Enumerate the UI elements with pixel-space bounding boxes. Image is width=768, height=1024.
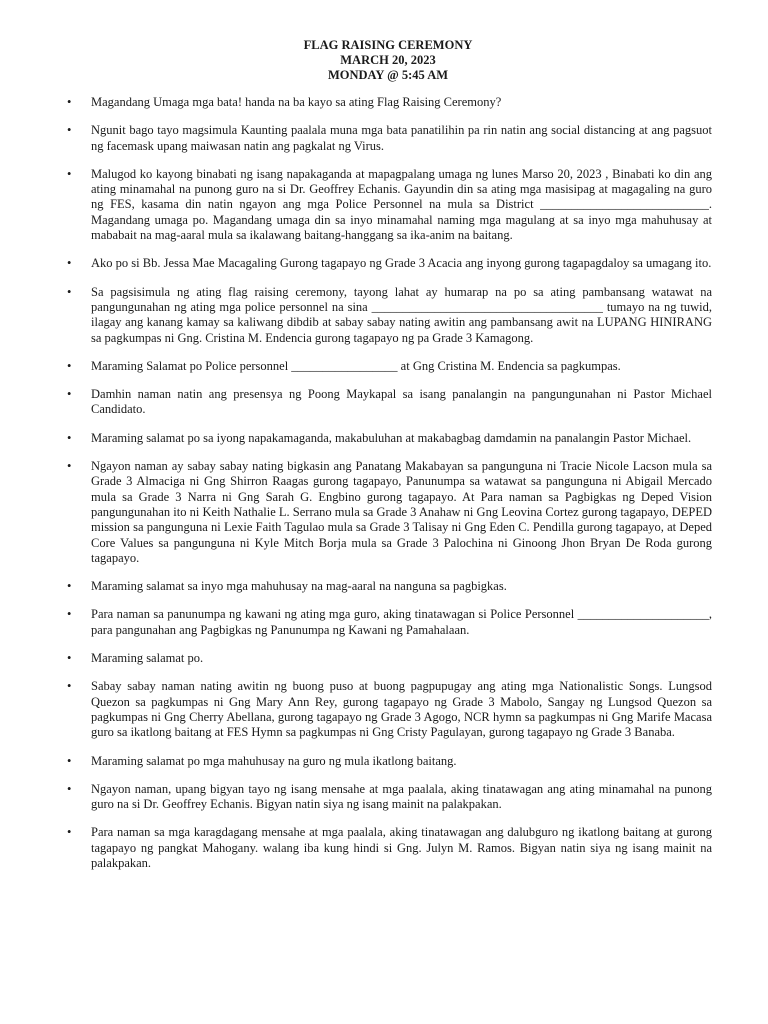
list-item <box>64 579 712 594</box>
list-item-text: Para naman sa panunumpa ng kawani ng ating mga guro, aking tinatawagan si Police Personnel _____________________, para pangunahan ang Pagbigkas ng Panunumpa ng Kawani ng Pamahalaan. <box>91 607 712 637</box>
bullet-icon: • <box>67 358 72 373</box>
list-item <box>64 754 712 769</box>
bullet-icon: • <box>67 459 72 474</box>
list-item-text: Ako po si Bb. Jessa Mae Macagaling Gurong tagapayo ng Grade 3 Acacia ang inyong gurong tagapagdaloy sa umagang ito. <box>91 256 712 271</box>
list-item <box>64 256 712 271</box>
list-item <box>64 387 712 418</box>
list-item-text: Maraming salamat sa inyo mga mahuhusay na mag-aaral na nanguna sa pagbigkas. <box>91 579 507 594</box>
bullet-icon: • <box>67 679 72 694</box>
list-item-text: Sabay sabay naman nating awitin ng buong puso at buong pagpupugay ang ating mga Nationalistic Songs. Lungsod Quezon sa pagkumpas ni Gng Mary Ann Rey, gurong tagapayo ng Grade 3 Mabolo, Sangay ng Lungsod Quezon sa pagkumpas ni Gng Cherry Abellana, gurong tagapayo ng Grade 3 Agogo, NCR hymn sa pagkumpas ni Gng Marife Macasa guro sa ikatlong baitang at FES Hymn sa pagkumpas ni Gng Cristy Pagulayan, gurong tagapayo ng Grade 3 Banaba. <box>91 679 712 740</box>
list-item-text: Sa pagsisimula ng ating flag raising ceremony, tayong lahat ay humarap na po sa ating pambansang watawat na pangungunahan ng ating mga police personnel na sina _____________________________________ tumayo na ng tuwid, ilagay ang kanang kamay sa kaliwang dibdib at sabay sabay nating awitin ang pambansang awit na LUPANG HINIRANG sa pagkumpas ni Gng. Cristina M. Endencia gurong tagapayo ng pa Grade 3 Kamagong. <box>91 284 712 345</box>
list-item <box>64 431 712 446</box>
bullet-icon: • <box>67 123 72 138</box>
bullet-icon: • <box>67 781 72 796</box>
list-item <box>64 95 712 110</box>
bullet-icon: • <box>67 256 72 271</box>
list-item-text: Maraming salamat po mga mahuhusay na guro ng mula ikatlong baitang. <box>91 753 457 768</box>
list-item <box>64 167 712 243</box>
header-title: FLAG RAISING CEREMONY <box>303 38 473 52</box>
bullet-icon: • <box>67 387 72 402</box>
header-time: MONDAY @ 5:45 AM <box>327 68 449 82</box>
list-item-text: Maraming Salamat po Police personnel _________________ at Gng Cristina M. Endencia sa pagkumpas. <box>91 358 621 373</box>
list-item <box>64 607 712 638</box>
bullet-icon: • <box>67 166 72 181</box>
document-header <box>64 38 712 83</box>
list-item-text: Para naman sa mga karagdagang mensahe at mga paalala, aking tinatawagan ang dalubguro ng ikatlong baitang at gurong tagapayo ng pangkat Mahogany. walang iba kung hindi si Gng. Julyn M. Ramos. Bigyan natin siya ng isang mainit na palakpakan. <box>91 825 712 870</box>
list-item <box>64 285 712 346</box>
list-item-text: Malugod ko kayong binabati ng isang napakaganda at mapagpalang umaga ng lunes Marso 20, 2023 , Binabati ko din ang ating minamahal na punong guro na si Dr. Geoffrey Echanis. Gayundin din sa ating mga masisipag at magagaling na guro ng FES, kasama din natin ngayon ang mga Police Personnel na mula sa District ___________________________. Magandang umaga po. Magandang umaga din sa inyo minamahal naming mga magulang at sa inyo mga mahuhusay at mababait na mag-aaral mula sa ikalawang baitang-hanggang sa ika-anim na baitang. <box>91 166 712 243</box>
list-item <box>64 123 712 154</box>
list-item-text: Damhin naman natin ang presensya ng Poong Maykapal sa isang panalangin na pangungunahan ni Pastor Michael Candidato. <box>91 387 712 417</box>
bullet-icon: • <box>67 607 72 622</box>
header-date: MARCH 20, 2023 <box>340 53 436 67</box>
list-item <box>64 359 712 374</box>
list-item-text: Ngayon naman, upang bigyan tayo ng isang mensahe at mga paalala, aking tinatawagan ang ating minamahal na punong guro na si Dr. Geoffrey Echanis. Bigyan natin siya ng isang mainit na palakpakan. <box>91 781 712 812</box>
bullet-icon: • <box>67 95 72 109</box>
list-item-text: Ngayon naman ay sabay sabay nating bigkasin ang Panatang Makabayan sa pangunguna ni Tracie Nicole Lacson mula sa Grade 3 Almaciga ni Gng Shirron Raagas gurong tagapayo, Panunumpa sa watawat sa pangunguna ni Abigail Mercado mula sa Grade 3 Narra ni Gng Sarah G. Engbino gurong tagapayo. At Para naman sa Pagbigkas ng Deped Vision pangungunahan ito ni Keith Nathalie L. Serrano mula sa Grade 3 Anahaw ni Gng Leovina Cortez gurong tagapayo, DEPED mission sa pangunguna ni Lexie Faith Tagulao mula sa Grade 3 Talisay ni Gng Eden C. Pendilla gurong tagapayo, at Deped Core Values sa pangunguna ni Kyle Mitch Borja mula sa Grade 3 Palochina ni Ginoong Jhon Bryan De Roda gurong tagapayo. <box>91 459 712 565</box>
bullet-icon: • <box>67 825 72 840</box>
list-item <box>64 459 712 566</box>
bullet-icon: • <box>67 579 72 594</box>
list-item <box>64 679 712 740</box>
bullet-icon: • <box>67 753 72 768</box>
bullet-list <box>64 95 712 871</box>
list-item-text: Magandang Umaga mga bata! handa na ba kayo sa ating Flag Raising Ceremony? <box>91 95 502 109</box>
list-item <box>64 782 712 813</box>
bullet-icon: • <box>67 284 72 299</box>
bullet-icon: • <box>67 651 72 666</box>
list-item-text: Maraming salamat po sa iyong napakamaganda, makabuluhan at makabagbag damdamin na panalangin Pastor Michael. <box>91 430 692 445</box>
bullet-icon: • <box>67 430 72 445</box>
list-item-text: Maraming salamat po. <box>91 651 204 666</box>
list-item-text: Ngunit bago tayo magsimula Kaunting paalala muna mga bata panatilihin pa rin natin ang social distancing at ang pagsuot ng facemask upang maiwasan natin ang pagkalat ng Virus. <box>91 123 712 153</box>
list-item <box>64 651 712 666</box>
list-item <box>64 825 712 871</box>
